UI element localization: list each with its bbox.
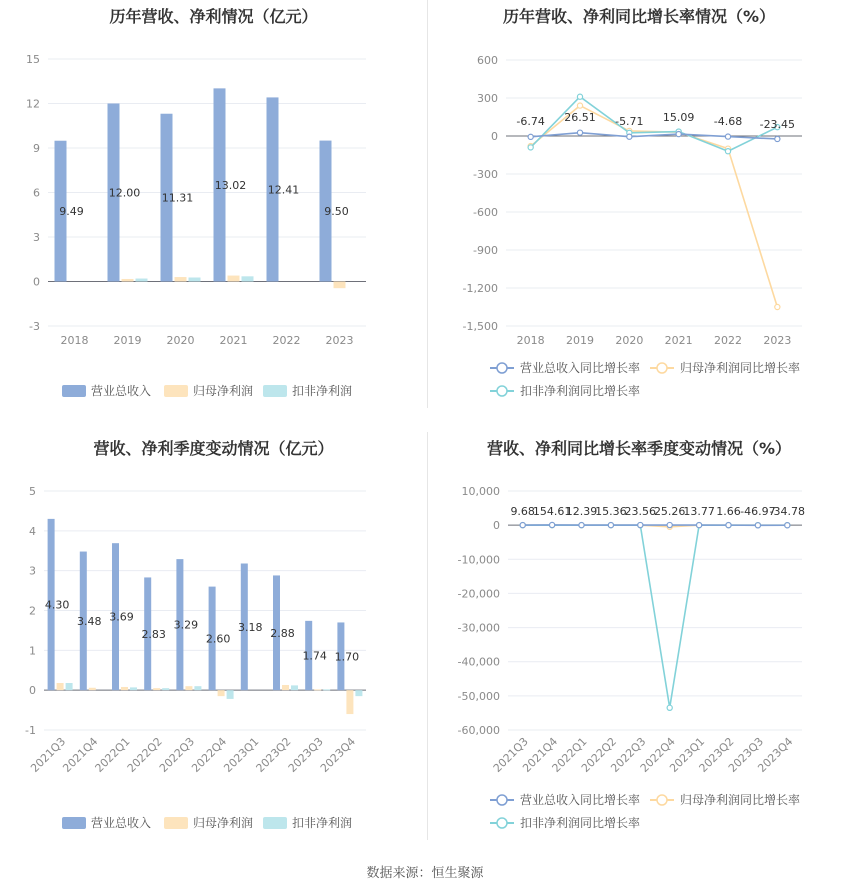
bar — [346, 690, 353, 714]
data-point — [550, 522, 555, 527]
data-label: -4.68 — [713, 115, 743, 128]
x-tick-label: 2022Q4 — [637, 734, 678, 775]
x-tick-label: 2021Q4 — [60, 734, 101, 775]
legend-label: 扣非净利润 — [292, 384, 353, 398]
data-point — [667, 522, 672, 527]
bar — [189, 277, 201, 281]
bar — [122, 279, 134, 282]
data-label: -23.45 — [759, 118, 796, 131]
y-tick-label: -300 — [473, 168, 498, 181]
x-tick-label: 2021Q3 — [28, 734, 69, 775]
y-tick-label: -1,200 — [462, 282, 498, 295]
data-label: 13.77 — [683, 505, 715, 518]
y-tick-label: 9 — [33, 142, 40, 155]
data-label: 1.66 — [716, 505, 741, 518]
x-tick-label: 2020 — [166, 334, 195, 347]
quarterly-bar-chart — [0, 432, 427, 840]
data-point — [577, 103, 582, 108]
x-tick-label: 2018 — [516, 334, 545, 347]
data-label: 12.41 — [267, 183, 300, 197]
y-tick-label: 0 — [33, 275, 40, 289]
y-tick-label: -10,000 — [457, 553, 500, 567]
data-point — [520, 523, 525, 528]
data-point — [577, 130, 582, 135]
legend-swatch — [263, 817, 287, 829]
x-tick-label: 2020 — [615, 334, 644, 347]
data-label: 15.09 — [662, 111, 695, 124]
y-tick-label: 4 — [29, 524, 36, 538]
legend-marker — [657, 363, 667, 373]
bar — [228, 276, 240, 282]
chart-title: 历年营收、净利情况（亿元） — [109, 7, 318, 26]
legend-label: 归母净利润同比增长率 — [680, 793, 801, 807]
y-tick-label: -1,500 — [462, 320, 498, 333]
annual-growth-chart — [428, 0, 850, 408]
data-label: 15.36 — [595, 505, 627, 518]
data-point — [775, 136, 780, 141]
bar — [57, 683, 64, 690]
y-tick-label: 6 — [33, 186, 40, 200]
quarterly-growth-chart — [428, 432, 850, 840]
legend-marker — [497, 818, 507, 828]
x-tick-label: 2022Q1 — [92, 734, 133, 775]
x-tick-label: 2022Q2 — [124, 734, 165, 775]
y-tick-label: 3 — [29, 564, 36, 578]
x-tick-label: 2022Q2 — [578, 734, 620, 775]
y-tick-label: 12 — [26, 97, 40, 111]
y-tick-label: 2 — [29, 604, 36, 618]
data-label: -46.97 — [740, 505, 776, 518]
y-tick-label: -1 — [25, 724, 36, 737]
bar — [355, 690, 362, 696]
x-tick-label: 2023Q4 — [755, 734, 796, 775]
data-point — [608, 522, 613, 527]
data-point — [528, 145, 533, 150]
legend-marker — [657, 795, 667, 805]
bar — [242, 276, 254, 281]
data-label: -34.78 — [769, 505, 806, 518]
y-tick-label: 0 — [491, 130, 498, 143]
x-tick-label: 2023Q3 — [725, 734, 767, 775]
legend-label: 扣非净利润同比增长率 — [520, 816, 641, 830]
bar — [175, 277, 187, 281]
quarterly-bar-plot — [0, 432, 427, 840]
data-point — [697, 522, 702, 527]
data-point — [726, 523, 731, 528]
data-point — [579, 523, 584, 528]
bar — [323, 689, 330, 690]
legend-swatch — [164, 385, 188, 397]
y-tick-label: 0 — [29, 684, 36, 698]
series-line — [523, 525, 788, 708]
legend-label: 营业总收入 — [91, 816, 152, 830]
x-tick-label: 2023Q3 — [285, 734, 326, 775]
data-point — [725, 149, 730, 154]
legend-label: 营业总收入同比增长率 — [520, 793, 641, 807]
legend-label: 归母净利润 — [193, 384, 254, 398]
bar — [194, 686, 201, 690]
x-tick-label: 2022 — [714, 334, 742, 347]
x-tick-label: 2021Q4 — [520, 734, 561, 775]
x-tick-label: 2022Q4 — [189, 734, 230, 775]
y-tick-label: -50,000 — [457, 689, 500, 703]
legend-label: 归母净利润同比增长率 — [680, 361, 801, 375]
data-point — [676, 131, 681, 136]
y-tick-label: -40,000 — [457, 655, 500, 669]
y-tick-label: -900 — [473, 244, 498, 257]
data-label: 3.69 — [109, 610, 134, 624]
data-point — [785, 523, 790, 528]
data-label: 4.30 — [44, 598, 70, 612]
y-tick-label: 1 — [29, 644, 36, 658]
y-tick-label: 300 — [477, 92, 498, 105]
bar — [334, 282, 346, 289]
data-label: -6.74 — [516, 115, 545, 128]
data-label: 3.18 — [238, 620, 263, 634]
legend-label: 扣非净利润同比增长率 — [520, 384, 641, 398]
data-label: 9.49 — [59, 205, 84, 219]
annual-bar-plot — [0, 0, 427, 408]
x-tick-label: 2019 — [113, 334, 142, 347]
data-label: 1.74 — [302, 649, 327, 663]
x-tick-label: 2022Q3 — [608, 734, 649, 775]
data-label: 3.29 — [173, 618, 199, 632]
y-tick-label: 15 — [26, 53, 40, 66]
legend-label: 营业总收入同比增长率 — [520, 361, 641, 375]
data-label: 154.61 — [532, 505, 572, 518]
bar — [314, 689, 321, 690]
x-tick-label: 2023Q1 — [221, 734, 262, 775]
y-tick-label: -60,000 — [457, 724, 500, 737]
annual-bar-chart — [0, 0, 427, 408]
x-tick-label: 2022Q1 — [549, 734, 590, 775]
y-tick-label: 3 — [33, 231, 40, 244]
x-tick-label: 2023Q2 — [696, 734, 737, 775]
data-label: 2.60 — [205, 632, 231, 646]
data-label: 2.83 — [141, 627, 166, 641]
chart-title: 营收、净利同比增长率季度变动情况（%） — [486, 439, 792, 458]
bar — [282, 685, 289, 690]
x-tick-label: 2023 — [763, 334, 792, 347]
data-label: -5.71 — [615, 115, 644, 128]
data-label: 2.88 — [270, 626, 295, 640]
legend-label: 归母净利润 — [193, 816, 254, 830]
data-point — [528, 134, 533, 139]
bar — [89, 688, 96, 690]
legend-label: 营业总收入 — [91, 384, 152, 398]
bar — [130, 687, 137, 690]
data-label: 25.26 — [653, 505, 686, 518]
quarterly-growth-plot — [428, 432, 850, 840]
x-tick-label: 2023Q4 — [317, 734, 359, 775]
bar — [227, 690, 234, 699]
legend-marker — [497, 795, 507, 805]
data-point — [577, 94, 582, 99]
y-tick-label: -600 — [473, 206, 498, 219]
x-tick-label: 2022Q3 — [156, 734, 198, 775]
y-tick-label: -20,000 — [457, 587, 500, 601]
x-tick-label: 2023Q1 — [667, 734, 708, 775]
bar — [185, 686, 192, 690]
data-label: 9.50 — [324, 205, 349, 219]
data-label: 13.02 — [214, 178, 247, 192]
chart-title: 营收、净利季度变动情况（亿元） — [93, 439, 334, 458]
bar — [136, 279, 148, 282]
data-point — [638, 522, 643, 527]
data-label: 9.68 — [510, 505, 535, 518]
y-tick-label: 0 — [493, 519, 500, 533]
bar — [291, 685, 298, 690]
legend-marker — [497, 363, 507, 373]
data-point — [725, 134, 730, 139]
data-label: 1.70 — [334, 650, 360, 664]
bar — [66, 683, 73, 690]
x-tick-label: 2023Q2 — [253, 734, 294, 775]
y-tick-label: -30,000 — [457, 621, 500, 635]
y-tick-label: -3 — [29, 320, 40, 333]
x-tick-label: 2021Q3 — [490, 734, 531, 775]
data-point — [775, 304, 780, 309]
legend-swatch — [164, 817, 188, 829]
bar — [153, 688, 160, 690]
y-tick-label: 10,000 — [461, 485, 500, 498]
chart-title: 历年营收、净利同比增长率情况（%） — [502, 7, 776, 26]
data-label: 12.00 — [108, 186, 141, 200]
data-point — [627, 134, 632, 139]
data-label: 12.39 — [565, 505, 598, 518]
legend-marker — [497, 386, 507, 396]
data-label: 23.56 — [624, 505, 657, 518]
x-tick-label: 2023 — [325, 334, 354, 347]
annual-growth-plot — [428, 0, 850, 408]
x-tick-label: 2018 — [60, 334, 89, 347]
legend-swatch — [62, 385, 86, 397]
legend-label: 扣非净利润 — [292, 816, 353, 830]
data-source-label: 数据来源：恒生聚源 — [366, 866, 484, 881]
x-tick-label: 2021 — [664, 334, 693, 347]
data-label: 3.48 — [77, 614, 102, 628]
legend-swatch — [62, 817, 86, 829]
x-tick-label: 2022 — [272, 334, 301, 347]
data-point — [755, 523, 760, 528]
y-tick-label: 5 — [29, 485, 36, 498]
bar — [121, 687, 128, 690]
legend-swatch — [263, 385, 287, 397]
x-tick-label: 2019 — [566, 334, 594, 347]
x-tick-label: 2021 — [219, 334, 248, 347]
data-point — [667, 705, 672, 710]
data-label: 26.51 — [564, 111, 596, 124]
bar — [162, 688, 169, 690]
y-tick-label: 600 — [477, 54, 498, 67]
bar — [218, 690, 225, 696]
data-label: 11.31 — [161, 191, 194, 205]
